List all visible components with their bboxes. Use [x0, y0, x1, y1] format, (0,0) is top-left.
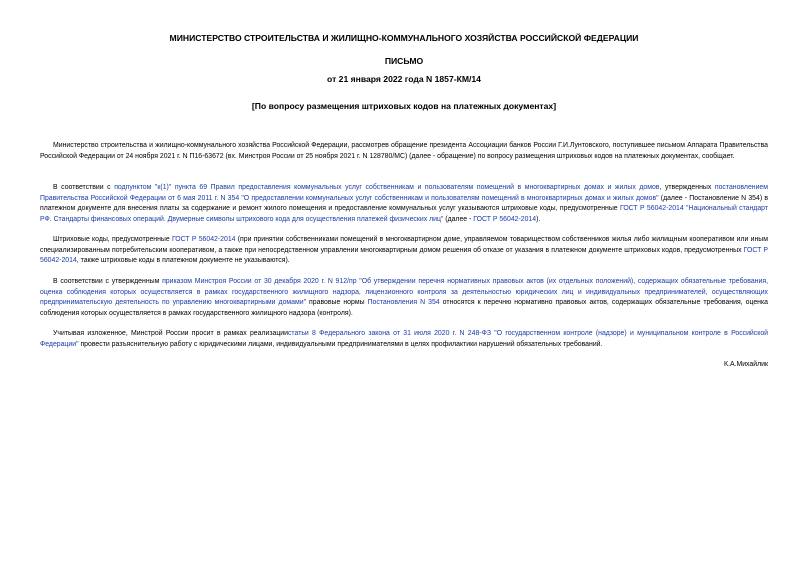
link-gost-standard[interactable]: ГОСТ Р 56042-2014: [171, 236, 236, 243]
paragraph-intro: [40, 141, 768, 162]
paragraph-text: Министерство строительства и жилищно-коммунального хозяйства Российской Федерации, рассмотрев обращение президента Ассоциации банков России Г.И.Лунтовского, поступившее письмом Аппарата Правительства Российской Федерации от 24 ноября 2021 г. N П16-63672 (вх. Минстроя России от 25 ноября 2021 г. N 128780/МС) (далее - обращение) по вопросу размещения штриховых кодов на платежных документах, сообщает.: [40, 142, 768, 160]
paragraph-text: Учитывая изложенное, Минстрой России просит в рамках реализации: [53, 330, 288, 337]
ministry-heading: МИНИСТЕРСТВО СТРОИТЕЛЬСТВА И ЖИЛИЩНО-КОММУНАЛЬНОГО ХОЗЯЙСТВА РОССИЙСКОЙ ФЕДЕРАЦИИ: [169, 33, 639, 43]
paragraph-text: провести разъяснительную работу с юридическими лицами, индивидуальными предпринимателями в целях профилактики нарушений обязательных требований.: [78, 340, 603, 348]
paragraph-text: , утвержденных: [659, 184, 715, 191]
paragraph-supervision: [40, 277, 768, 319]
link-gost-standard[interactable]: ГОСТ Р 56042-2014: [473, 215, 537, 223]
paragraph-barcode-requirement: [40, 183, 768, 225]
paragraph-text: В соответствии с утвержденным: [53, 278, 163, 285]
paragraph-text: , также штриховые коды в платежном документе не указываются).: [76, 257, 290, 264]
paragraph-text: относятся к перечню нормативно правовых актов, содержащих обязательные требования, оценка соблюдения которых осуществляется в рамках государственного жилищного надзора (контроля).: [40, 299, 768, 317]
paragraph-text: правовые нормы: [306, 299, 368, 306]
link-gost-standard-full[interactable]: ГОСТ Р 56042-2014 "Национальный стандарт РФ. Стандарты финансовых операций. Двумерные символы штрихового кода для осуществления платежей физических лиц": [40, 205, 768, 223]
link-order-912[interactable]: приказом Минстроя России от 30 декабря 2020 г. N 912/пр "Об утверждении перечня нормативных правовых актов (их отдельных положений), содержащих обязательные требования, оценка соблюдения которых осуществляется в рамках государственного жилищного надзора, лицензионного контроля за деятельностью юридических лиц и индивидуальных предпринимателей, осуществляющих предпринимательскую деятельность по управлению многоквартирными домами": [40, 278, 768, 306]
link-federal-law-248[interactable]: статьи 8 Федерального закона от 31 июля 2020 г. N 248-ФЗ "О государственном контроле (надзоре) и муниципальном контроле в Российской Федерации": [40, 330, 769, 348]
paragraph-text: Штриховые коды, предусмотренные: [53, 236, 172, 243]
paragraph-barcode-exception: [40, 235, 768, 267]
paragraph-conclusion: [40, 329, 768, 350]
document-date-number: от 21 января 2022 года N 1857-КМ/14: [327, 74, 481, 84]
paragraph-text: (далее -: [443, 215, 474, 223]
link-resolution-354-short[interactable]: Постановления N 354: [367, 299, 440, 306]
link-rules-subclause[interactable]: подпунктом "к(1)" пункта 69 Правил предоставления коммунальных услуг собственникам и пользователям помещений в многоквартирных домах и жилых домов: [114, 184, 660, 191]
paragraph-text: ).: [536, 215, 541, 223]
document-type: ПИСЬМО: [384, 56, 424, 66]
paragraph-text: В соответствии с: [53, 184, 115, 191]
signature: К.А.Михайлик: [724, 361, 768, 368]
document-title: [По вопросу размещения штриховых кодов на платежных документах]: [251, 101, 557, 111]
paragraph-text: (далее - Постановление N 354) в платежном документе для внесения платы за содержание и ремонт жилого помещения и предоставление коммунальных услуг указываются штриховые коды, предусмотренные: [40, 194, 768, 212]
paragraph-text: (при принятии собственниками помещений в многоквартирном доме, управляемом товариществом собственников жилья либо жилищным кооперативом или иным специализированным потребительским кооперативом, а также при непосредственном управлении многоквартирным домом решения об отказе от указания в платежном документе штриховых кодов, предусмотренных: [40, 236, 768, 254]
link-gost-standard[interactable]: ГОСТ Р 56042-2014: [40, 246, 768, 264]
link-resolution-354[interactable]: постановлением Правительства Российской Федерации от 6 мая 2011 г. N 354 "О предоставлении коммунальных услуг собственникам и пользователям помещений в многоквартирных домах и жилых домов": [40, 184, 768, 202]
